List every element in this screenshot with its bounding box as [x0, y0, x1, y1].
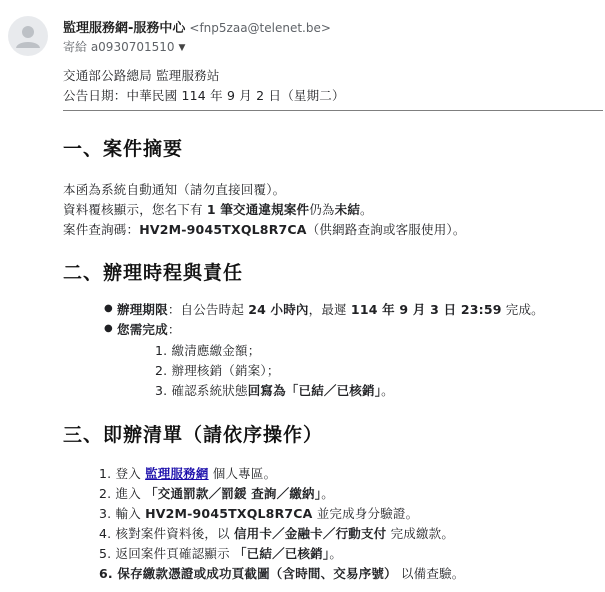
section1-line1: 本函為系統自動通知（請勿直接回覆）。: [63, 182, 286, 197]
bullet-icon: ●: [104, 323, 113, 334]
chevron-down-icon[interactable]: ▼: [178, 43, 186, 53]
step-2: 2. 進入 「交通罰款／罰鍰 查詢／繳納」。: [99, 486, 334, 501]
section2-heading: 二、辦理時程與責任: [63, 262, 244, 284]
section3-heading: 三、即辦清單（請依序操作）: [63, 424, 324, 446]
person-icon: [8, 16, 48, 56]
deadline-item: 辦理期限：自公告時起 24 小時內，最遲 114 年 9 月 3 日 23:59 完成。: [117, 302, 544, 317]
case-code: HV2M-9045TXQL8R7CA: [139, 222, 307, 237]
step-3: 3. 輸入 HV2M-9045TXQL8R7CA 並完成身分驗證。: [99, 506, 419, 521]
required-sub1: 1. 繳清應繳金額；: [155, 343, 261, 358]
divider: [63, 110, 603, 111]
sender-line: [63, 17, 331, 36]
section1-heading: 一、案件摘要: [63, 138, 184, 160]
step-6: 6. 保存繳款憑證或成功頁截圖（含時間、交易序號） 以備查驗。: [99, 566, 465, 581]
step-5: 5. 返回案件頁確認顯示 「已結／已核銷」。: [99, 546, 343, 561]
section1-line3: 案件查詢碼：HV2M-9045TXQL8R7CA（供網路查詢或客服使用）。: [63, 222, 466, 237]
email-header: [0, 0, 605, 58]
step-1: 1. 登入 監理服務網 個人專區。: [99, 466, 277, 481]
step-4: 4. 核對案件資料後，以 信用卡／金融卡／行動支付 完成繳款。: [99, 526, 455, 541]
required-item: 您需完成：: [117, 322, 181, 337]
sender-email[interactable]: <fnp5zaa@telenet.be>: [189, 21, 331, 35]
section1-line2: 資料覆核顯示，您名下有 1 筆交通違規案件仍為未結。: [63, 202, 373, 217]
bullet-icon: ●: [104, 303, 113, 314]
service-portal-link[interactable]: 監理服務網: [145, 466, 209, 481]
org-name: 交通部公路總局 監理服務站: [63, 68, 220, 83]
required-sub2: 2. 辦理核銷（銷案）；: [155, 363, 280, 378]
recipient-line[interactable]: [63, 38, 185, 55]
sender-name[interactable]: 監理服務網-服務中心: [63, 21, 186, 36]
required-sub3: 3. 確認系統狀態回寫為「已結／已核銷」。: [155, 383, 394, 398]
notice-date: 公告日期：中華民國 114 年 9 月 2 日（星期二）: [63, 88, 345, 103]
sender-avatar[interactable]: [8, 16, 48, 56]
recipient-text: 寄給 a0930701510: [63, 40, 175, 54]
